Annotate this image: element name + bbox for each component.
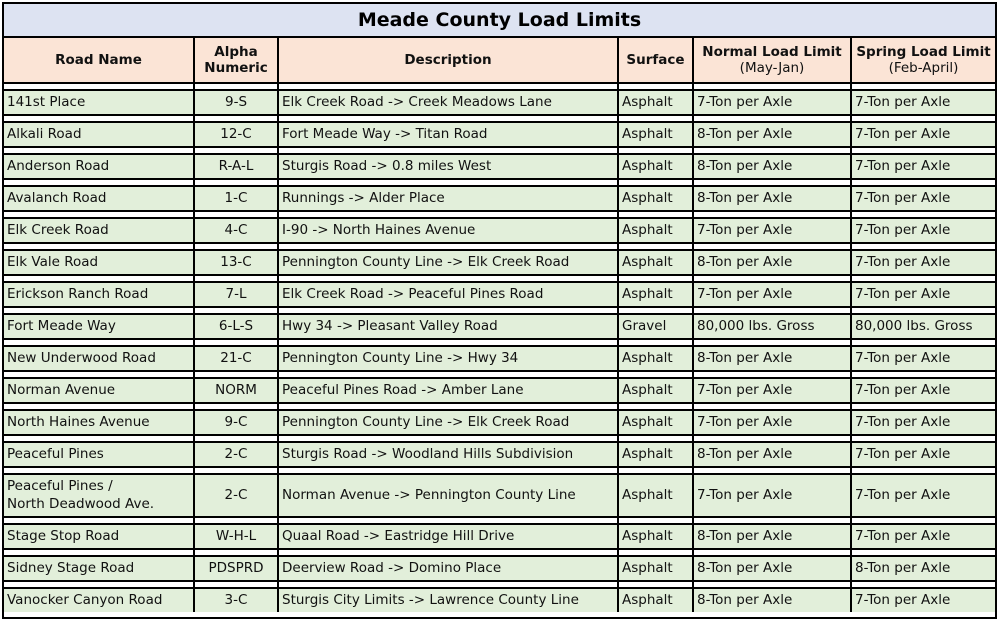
spacer-cell <box>278 371 618 378</box>
table-row <box>4 186 995 211</box>
spacer-cell <box>618 403 693 410</box>
road-name-cell: New Underwood Road <box>4 346 194 371</box>
spacer-cell <box>618 549 693 556</box>
description-cell: I-90 -> North Haines Avenue <box>278 218 618 243</box>
description-cell: Sturgis City Limits -> Lawrence County Line <box>278 588 618 612</box>
header-road-name: Road Name <box>4 38 194 83</box>
alpha-numeric-cell: 6-L-S <box>194 314 278 339</box>
normal-load-limit-cell: 7-Ton per Axle <box>693 282 851 307</box>
description-cell: Sturgis Road -> Woodland Hills Subdivision <box>278 442 618 467</box>
spacer-cell <box>693 211 851 218</box>
spacer-cell <box>4 243 194 250</box>
normal-load-limit-cell: 8-Ton per Axle <box>693 524 851 549</box>
spacer-cell <box>4 83 194 90</box>
description-cell: Hwy 34 -> Pleasant Valley Road <box>278 314 618 339</box>
road-name-cell: Peaceful Pines <box>4 442 194 467</box>
surface-cell: Asphalt <box>618 122 693 147</box>
spacer-cell <box>851 115 995 122</box>
normal-load-limit-cell: 7-Ton per Axle <box>693 474 851 517</box>
load-limits-table <box>4 38 995 612</box>
alpha-numeric-cell: 2-C <box>194 442 278 467</box>
table-title: Meade County Load Limits <box>4 4 995 38</box>
spacer-cell <box>618 83 693 90</box>
normal-load-limit-cell: 8-Ton per Axle <box>693 556 851 581</box>
spring-load-limit-cell: 7-Ton per Axle <box>851 346 995 371</box>
normal-load-limit-cell: 7-Ton per Axle <box>693 410 851 435</box>
spacer-row <box>4 467 995 474</box>
spacer-cell <box>851 549 995 556</box>
spacer-cell <box>693 339 851 346</box>
table-body <box>4 83 995 612</box>
spacer-cell <box>618 211 693 218</box>
spacer-cell <box>693 435 851 442</box>
header-normal-load-limit-period: (May-Jan) <box>739 60 805 76</box>
road-name-cell <box>4 474 194 517</box>
description-cell: Sturgis Road -> 0.8 miles West <box>278 154 618 179</box>
surface-cell: Asphalt <box>618 474 693 517</box>
spring-load-limit-cell: 7-Ton per Axle <box>851 378 995 403</box>
spacer-cell <box>4 517 194 524</box>
spacer-cell <box>4 115 194 122</box>
header-description: Description <box>278 38 618 83</box>
alpha-numeric-cell: 3-C <box>194 588 278 612</box>
spacer-cell <box>4 275 194 282</box>
description-cell: Elk Creek Road -> Creek Meadows Lane <box>278 90 618 115</box>
road-name-cell: Alkali Road <box>4 122 194 147</box>
alpha-numeric-cell: 4-C <box>194 218 278 243</box>
table-row <box>4 218 995 243</box>
spacer-cell <box>851 307 995 314</box>
alpha-numeric-cell: 7-L <box>194 282 278 307</box>
spacer-cell <box>4 403 194 410</box>
spacer-cell <box>278 243 618 250</box>
spacer-cell <box>4 467 194 474</box>
spring-load-limit-cell: 7-Ton per Axle <box>851 524 995 549</box>
spacer-cell <box>618 147 693 154</box>
description-cell: Pennington County Line -> Elk Creek Road <box>278 410 618 435</box>
spacer-cell <box>693 581 851 588</box>
spacer-cell <box>4 549 194 556</box>
road-name-cell: Avalanch Road <box>4 186 194 211</box>
spacer-cell <box>278 307 618 314</box>
spacer-cell <box>278 275 618 282</box>
load-limits-table-container <box>2 2 997 619</box>
alpha-numeric-cell: 1-C <box>194 186 278 211</box>
spacer-cell <box>851 83 995 90</box>
spacer-row <box>4 339 995 346</box>
spacer-cell <box>618 243 693 250</box>
spacer-cell <box>194 83 278 90</box>
surface-cell: Asphalt <box>618 90 693 115</box>
table-row <box>4 250 995 275</box>
header-spring-load-limit-period: (Feb-April) <box>888 60 959 76</box>
road-name-cell: Elk Creek Road <box>4 218 194 243</box>
spacer-cell <box>4 339 194 346</box>
spring-load-limit-cell: 7-Ton per Axle <box>851 186 995 211</box>
normal-load-limit-cell: 8-Ton per Axle <box>693 442 851 467</box>
spring-load-limit-cell: 80,000 lbs. Gross <box>851 314 995 339</box>
spring-load-limit-cell: 7-Ton per Axle <box>851 442 995 467</box>
spacer-row <box>4 115 995 122</box>
spacer-cell <box>618 467 693 474</box>
description-cell: Pennington County Line -> Hwy 34 <box>278 346 618 371</box>
spacer-cell <box>194 467 278 474</box>
spacer-cell <box>851 467 995 474</box>
alpha-numeric-cell: W-H-L <box>194 524 278 549</box>
spacer-cell <box>618 307 693 314</box>
header-normal-load-limit <box>693 38 851 83</box>
table-row <box>4 442 995 467</box>
description-cell: Elk Creek Road -> Peaceful Pines Road <box>278 282 618 307</box>
spring-load-limit-cell: 7-Ton per Axle <box>851 154 995 179</box>
spacer-cell <box>4 211 194 218</box>
spacer-row <box>4 371 995 378</box>
road-name-cell: North Haines Avenue <box>4 410 194 435</box>
surface-cell: Asphalt <box>618 588 693 612</box>
spacer-cell <box>693 83 851 90</box>
spring-load-limit-cell: 7-Ton per Axle <box>851 122 995 147</box>
road-name-cell: 141st Place <box>4 90 194 115</box>
description-cell: Peaceful Pines Road -> Amber Lane <box>278 378 618 403</box>
table-row <box>4 314 995 339</box>
spacer-cell <box>194 549 278 556</box>
spacer-cell <box>278 549 618 556</box>
normal-load-limit-cell: 8-Ton per Axle <box>693 154 851 179</box>
spacer-cell <box>693 467 851 474</box>
surface-cell: Asphalt <box>618 346 693 371</box>
spacer-cell <box>851 243 995 250</box>
normal-load-limit-cell: 8-Ton per Axle <box>693 588 851 612</box>
spacer-cell <box>693 549 851 556</box>
spacer-row <box>4 435 995 442</box>
spacer-row <box>4 403 995 410</box>
table-row <box>4 282 995 307</box>
header-spring-load-limit-label: Spring Load Limit <box>856 43 991 60</box>
normal-load-limit-cell: 80,000 lbs. Gross <box>693 314 851 339</box>
spring-load-limit-cell: 7-Ton per Axle <box>851 282 995 307</box>
spacer-cell <box>194 179 278 186</box>
spacer-cell <box>4 147 194 154</box>
normal-load-limit-cell: 8-Ton per Axle <box>693 122 851 147</box>
header-row <box>4 38 995 83</box>
spacer-cell <box>618 179 693 186</box>
surface-cell: Asphalt <box>618 154 693 179</box>
surface-cell: Asphalt <box>618 250 693 275</box>
spacer-cell <box>194 371 278 378</box>
spring-load-limit-cell: 7-Ton per Axle <box>851 474 995 517</box>
spacer-cell <box>4 371 194 378</box>
spacer-cell <box>618 371 693 378</box>
spacer-cell <box>851 147 995 154</box>
spacer-cell <box>278 517 618 524</box>
road-name-cell: Anderson Road <box>4 154 194 179</box>
spacer-cell <box>278 115 618 122</box>
surface-cell: Asphalt <box>618 442 693 467</box>
normal-load-limit-cell: 7-Ton per Axle <box>693 218 851 243</box>
spacer-cell <box>194 147 278 154</box>
spacer-cell <box>693 307 851 314</box>
alpha-numeric-cell: 9-S <box>194 90 278 115</box>
road-name-cell: Elk Vale Road <box>4 250 194 275</box>
table-row <box>4 346 995 371</box>
normal-load-limit-cell: 8-Ton per Axle <box>693 186 851 211</box>
alpha-numeric-cell: 13-C <box>194 250 278 275</box>
road-name-cell: Stage Stop Road <box>4 524 194 549</box>
spacer-cell <box>194 211 278 218</box>
spacer-cell <box>618 115 693 122</box>
spacer-cell <box>693 275 851 282</box>
alpha-numeric-cell: NORM <box>194 378 278 403</box>
surface-cell: Asphalt <box>618 524 693 549</box>
alpha-numeric-cell: 12-C <box>194 122 278 147</box>
spacer-cell <box>693 403 851 410</box>
road-name-cell: Vanocker Canyon Road <box>4 588 194 612</box>
spacer-cell <box>278 83 618 90</box>
spacer-row <box>4 517 995 524</box>
surface-cell: Asphalt <box>618 378 693 403</box>
alpha-numeric-cell: 21-C <box>194 346 278 371</box>
description-cell: Norman Avenue -> Pennington County Line <box>278 474 618 517</box>
header-alpha-numeric-line2: Numeric <box>204 60 268 76</box>
road-name-line2: North Deadwood Ave. <box>7 495 155 512</box>
spacer-cell <box>278 403 618 410</box>
spacer-cell <box>194 403 278 410</box>
alpha-numeric-cell: 2-C <box>194 474 278 517</box>
spacer-row <box>4 549 995 556</box>
surface-cell: Asphalt <box>618 410 693 435</box>
spacer-cell <box>194 275 278 282</box>
spacer-cell <box>194 115 278 122</box>
spring-load-limit-cell: 7-Ton per Axle <box>851 90 995 115</box>
spacer-row <box>4 275 995 282</box>
spacer-cell <box>693 243 851 250</box>
spacer-cell <box>693 517 851 524</box>
spacer-cell <box>278 179 618 186</box>
spacer-cell <box>851 275 995 282</box>
spacer-cell <box>194 581 278 588</box>
road-name-cell: Sidney Stage Road <box>4 556 194 581</box>
spacer-cell <box>4 581 194 588</box>
header-alpha-numeric-line1: Alpha <box>214 43 258 60</box>
description-cell: Runnings -> Alder Place <box>278 186 618 211</box>
road-name-cell: Erickson Ranch Road <box>4 282 194 307</box>
alpha-numeric-cell: PDSPRD <box>194 556 278 581</box>
spacer-row <box>4 307 995 314</box>
spacer-cell <box>693 371 851 378</box>
spacer-cell <box>194 435 278 442</box>
normal-load-limit-cell: 7-Ton per Axle <box>693 378 851 403</box>
road-name-cell: Norman Avenue <box>4 378 194 403</box>
spring-load-limit-cell: 7-Ton per Axle <box>851 588 995 612</box>
spacer-cell <box>278 581 618 588</box>
header-normal-load-limit-label: Normal Load Limit <box>702 43 842 60</box>
spacer-cell <box>194 517 278 524</box>
surface-cell: Asphalt <box>618 218 693 243</box>
spacer-cell <box>4 307 194 314</box>
spacer-cell <box>618 581 693 588</box>
spacer-cell <box>4 179 194 186</box>
spacer-cell <box>851 435 995 442</box>
normal-load-limit-cell: 8-Ton per Axle <box>693 250 851 275</box>
header-alpha-numeric <box>194 38 278 83</box>
road-name-cell: Fort Meade Way <box>4 314 194 339</box>
spacer-cell <box>693 179 851 186</box>
spacer-cell <box>851 339 995 346</box>
spacer-row <box>4 147 995 154</box>
alpha-numeric-cell: R-A-L <box>194 154 278 179</box>
spacer-cell <box>618 275 693 282</box>
spring-load-limit-cell: 8-Ton per Axle <box>851 556 995 581</box>
spacer-cell <box>693 147 851 154</box>
spacer-cell <box>278 211 618 218</box>
table-row <box>4 588 995 612</box>
spacer-row <box>4 83 995 90</box>
spacer-cell <box>278 435 618 442</box>
spacer-cell <box>618 517 693 524</box>
spacer-cell <box>693 115 851 122</box>
description-cell: Pennington County Line -> Elk Creek Road <box>278 250 618 275</box>
spacer-row <box>4 581 995 588</box>
spacer-cell <box>194 307 278 314</box>
road-name-line1: Peaceful Pines / <box>7 477 113 494</box>
table-row <box>4 524 995 549</box>
spring-load-limit-cell: 7-Ton per Axle <box>851 410 995 435</box>
table-row <box>4 90 995 115</box>
description-cell: Fort Meade Way -> Titan Road <box>278 122 618 147</box>
spacer-cell <box>851 517 995 524</box>
normal-load-limit-cell: 7-Ton per Axle <box>693 90 851 115</box>
description-cell: Quaal Road -> Eastridge Hill Drive <box>278 524 618 549</box>
spacer-row <box>4 211 995 218</box>
spacer-cell <box>278 147 618 154</box>
header-spring-load-limit <box>851 38 995 83</box>
spacer-cell <box>278 467 618 474</box>
spacer-cell <box>851 211 995 218</box>
spacer-cell <box>4 435 194 442</box>
spacer-cell <box>851 581 995 588</box>
surface-cell: Asphalt <box>618 282 693 307</box>
spacer-cell <box>278 339 618 346</box>
alpha-numeric-cell: 9-C <box>194 410 278 435</box>
table-row <box>4 474 995 517</box>
spacer-row <box>4 243 995 250</box>
table-row <box>4 122 995 147</box>
table-row <box>4 556 995 581</box>
surface-cell: Asphalt <box>618 556 693 581</box>
surface-cell: Gravel <box>618 314 693 339</box>
spacer-cell <box>618 435 693 442</box>
spacer-cell <box>851 179 995 186</box>
header-surface: Surface <box>618 38 693 83</box>
spring-load-limit-cell: 7-Ton per Axle <box>851 218 995 243</box>
table-row <box>4 410 995 435</box>
spacer-cell <box>851 371 995 378</box>
spacer-row <box>4 179 995 186</box>
spacer-cell <box>194 243 278 250</box>
spacer-cell <box>851 403 995 410</box>
description-cell: Deerview Road -> Domino Place <box>278 556 618 581</box>
table-row <box>4 378 995 403</box>
normal-load-limit-cell: 8-Ton per Axle <box>693 346 851 371</box>
spring-load-limit-cell: 7-Ton per Axle <box>851 250 995 275</box>
spacer-cell <box>618 339 693 346</box>
table-row <box>4 154 995 179</box>
surface-cell: Asphalt <box>618 186 693 211</box>
spacer-cell <box>194 339 278 346</box>
